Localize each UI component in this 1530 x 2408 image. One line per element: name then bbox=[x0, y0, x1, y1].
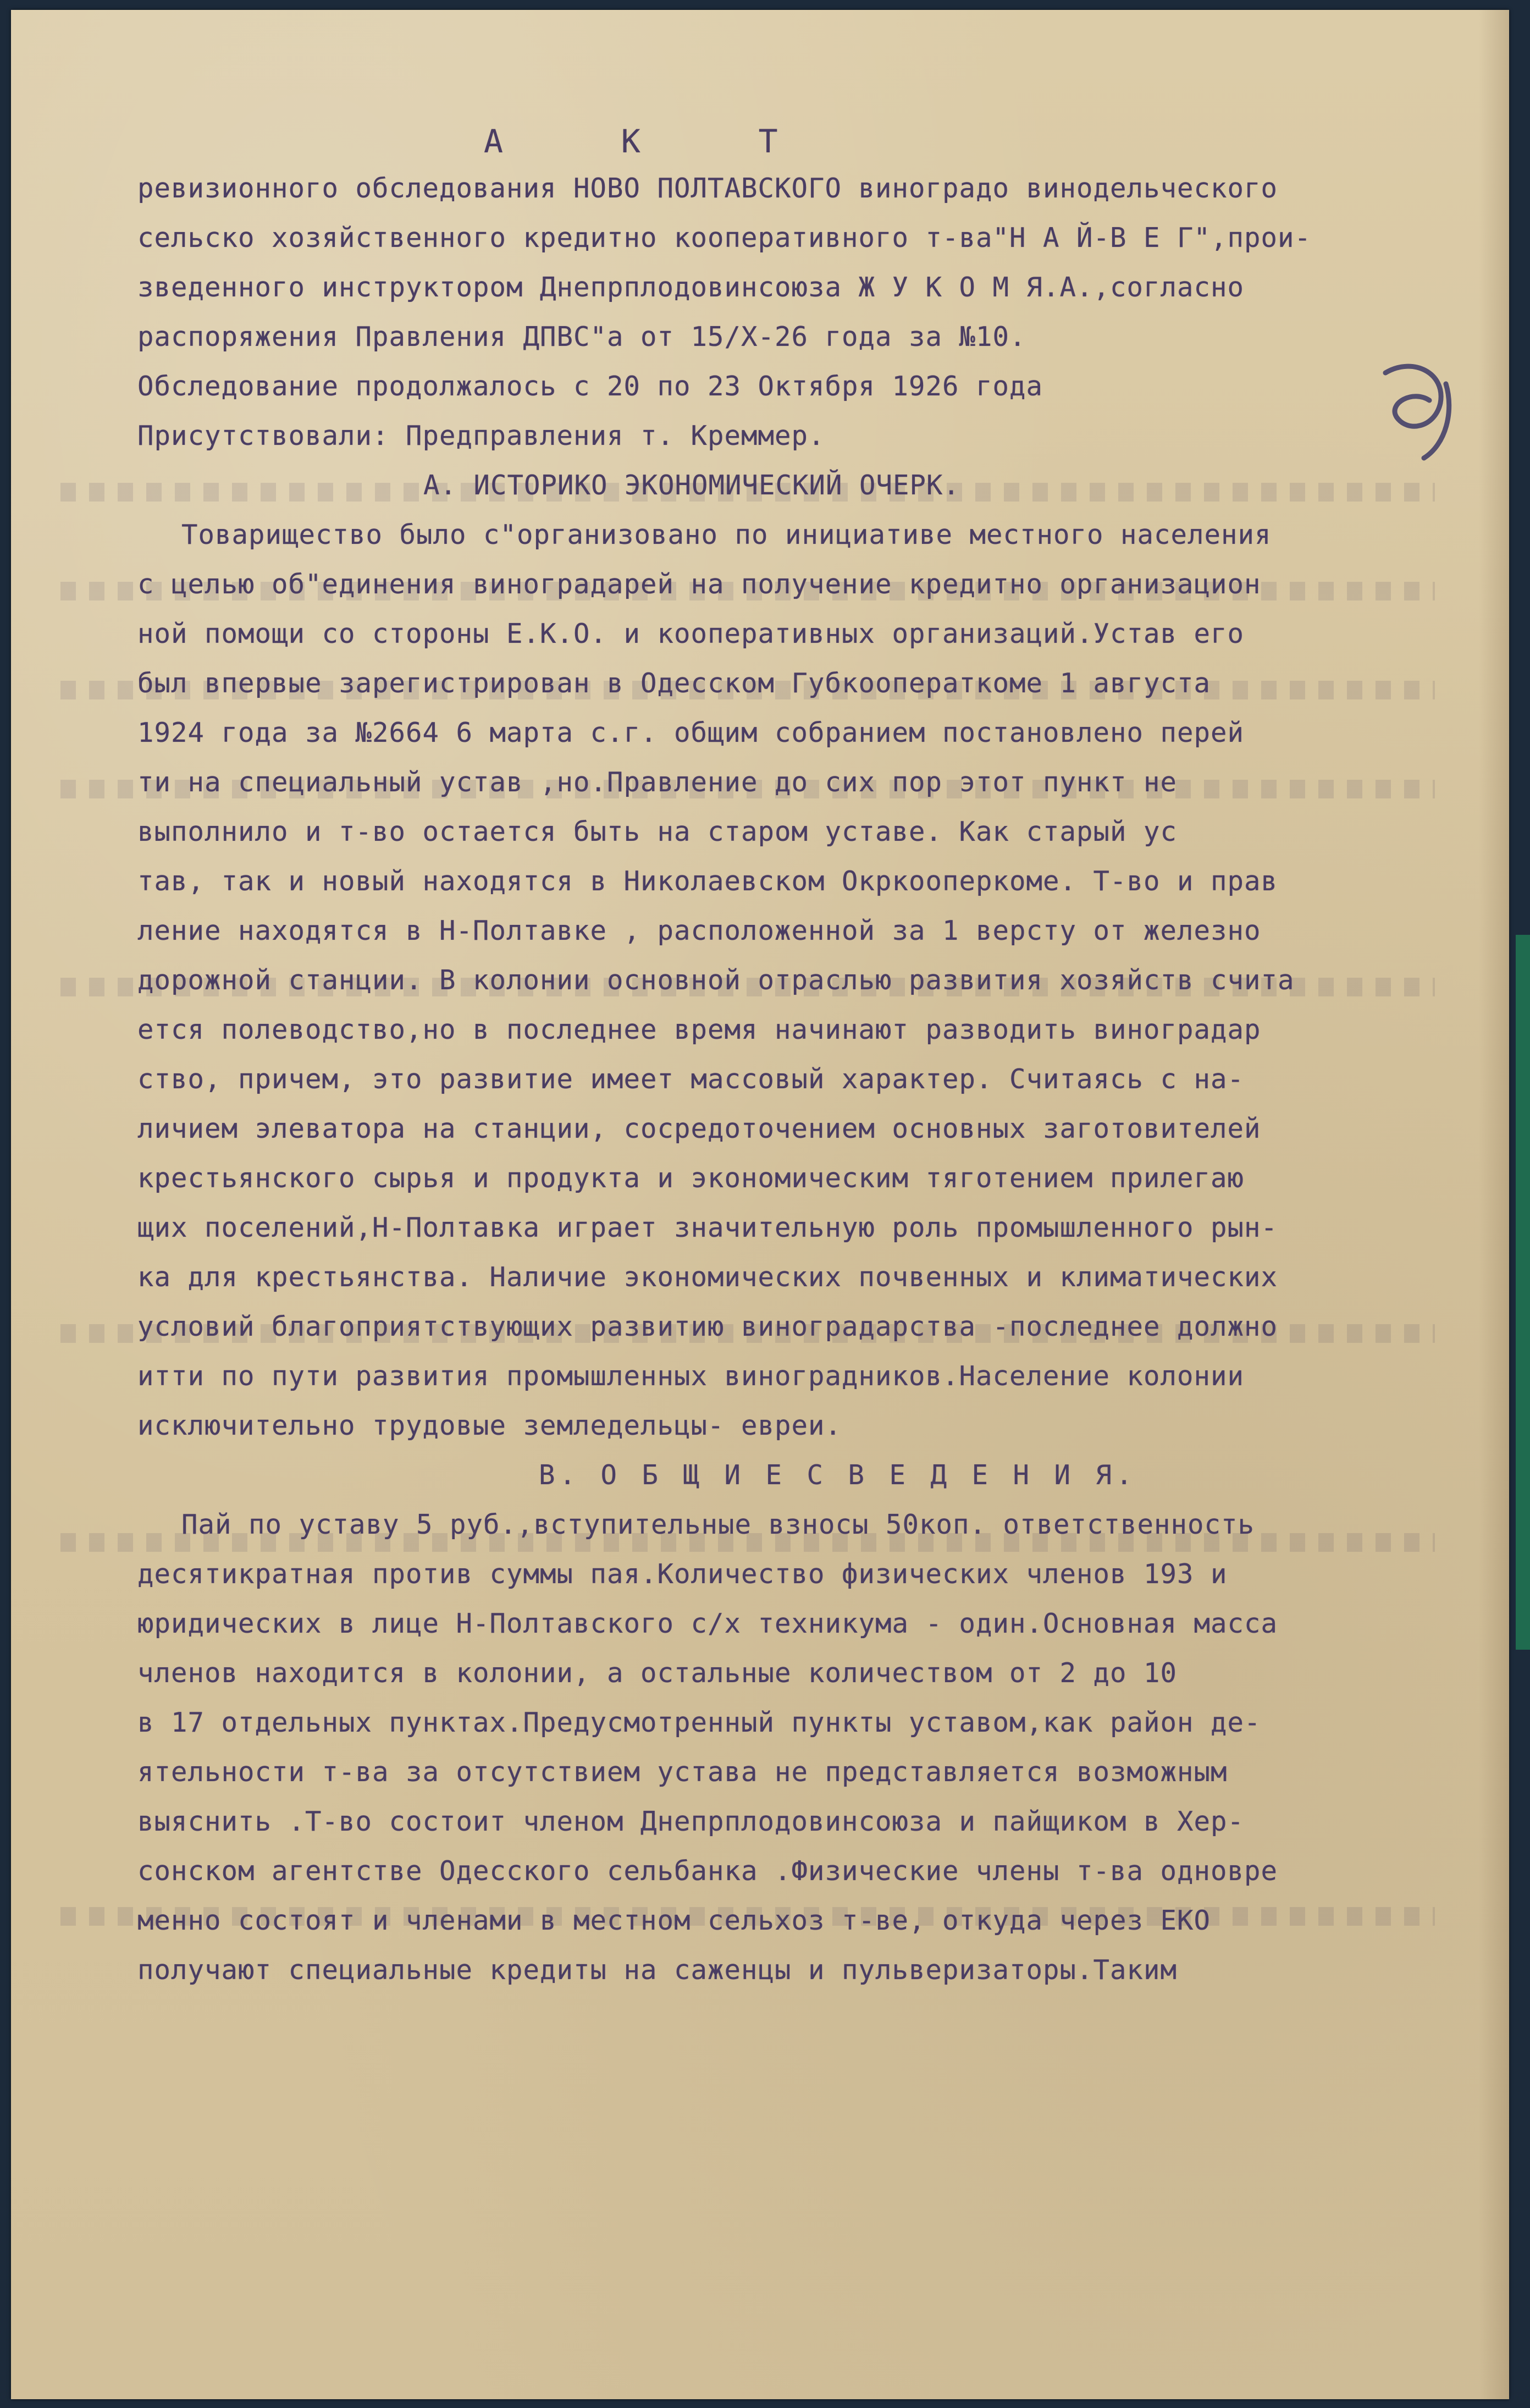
body-line: был впервые зарегистрирован в Одесском Губкооператкоме 1 августа bbox=[137, 668, 1211, 699]
body-line: ление находятся в Н-Полтавке , расположенной за 1 версту от железно bbox=[137, 915, 1261, 946]
document-body bbox=[137, 114, 1435, 1995]
body-line: тав, так и новый находятся в Николаевском Окркооперкоме. Т-во и прав bbox=[137, 866, 1278, 897]
body-line: итти по пути развития промышленных виноградников.Население колонии bbox=[137, 1360, 1245, 1392]
body-line: распоряжения Правления ДПВС"а от 15/Х-26 года за №10. bbox=[137, 321, 1026, 352]
body-line: Товарищество было с"организовано по инициативе местного населения bbox=[181, 519, 1272, 550]
body-line: Обследование продолжалось с 20 по 23 Октября 1926 года bbox=[137, 371, 1043, 402]
body-line: ти на специальный устав ,но.Правление до сих пор этот пункт не bbox=[137, 767, 1178, 798]
body-line: юридических в лице Н-Полтавского с/х техникума - один.Основная масса bbox=[137, 1608, 1278, 1639]
body-line: крестьянского сырья и продукта и экономическим тяготением прилегаю bbox=[137, 1162, 1245, 1194]
body-line: ятельности т-ва за отсутствием устава не представляется возможным bbox=[137, 1756, 1228, 1788]
body-line: условий благоприятствующих развитию виноградарства -последнее должно bbox=[137, 1311, 1278, 1342]
body-line: сельско хозяйственного кредитно кооперативного т-ва"Н А Й-В Е Г",прои- bbox=[137, 222, 1312, 254]
body-line: ка для крестьянства. Наличие экономических почвенных и климатических bbox=[137, 1261, 1278, 1293]
document-sheet bbox=[11, 10, 1509, 2399]
scanner-backdrop-stripe bbox=[1516, 935, 1530, 1650]
body-line: с целью об"единения виноградарей на получение кредитно организацион bbox=[137, 569, 1261, 600]
body-line: менно состоят и членами в местном сельхоз т-ве, откуда через ЕКО bbox=[137, 1905, 1211, 1936]
body-line: Пай по уставу 5 руб.,вступительные взносы 50коп. ответственность bbox=[181, 1509, 1255, 1540]
body-line: выполнило и т-во остается быть на старом уставе. Как старый ус bbox=[137, 816, 1178, 847]
document-title: А К Т bbox=[484, 123, 827, 160]
body-line: исключительно трудовые земледельцы- евреи. bbox=[137, 1410, 842, 1441]
body-line: Присутствовали: Предправления т. Креммер. bbox=[137, 420, 825, 451]
body-line: членов находится в колонии, а остальные количеством от 2 до 10 bbox=[137, 1657, 1178, 1689]
section-heading-a: А. ИСТОРИКО ЭКОНОМИЧЕСКИЙ ОЧЕРК. bbox=[423, 470, 960, 501]
body-line: личием элеватора на станции, сосредоточением основных заготовителей bbox=[137, 1113, 1261, 1144]
body-line: десятикратная против суммы пая.Количество физических членов 193 и bbox=[137, 1558, 1228, 1590]
body-line: ной помощи со стороны Е.К.О. и кооперативных организаций.Устав его bbox=[137, 618, 1245, 649]
body-line: в 17 отдельных пунктах.Предусмотренный пункты уставом,как район де- bbox=[137, 1707, 1261, 1738]
body-line: сонском агентстве Одесского сельбанка .Физические члены т-ва одновре bbox=[137, 1855, 1278, 1887]
body-line: получают специальные кредиты на саженцы и пульверизаторы.Таким bbox=[137, 1954, 1178, 1986]
body-line: 1924 года за №2664 6 марта с.г. общим собранием постановлено перей bbox=[137, 717, 1245, 748]
body-line: ется полеводство,но в последнее время начинают разводить виноградар bbox=[137, 1014, 1261, 1045]
body-line: щих поселений,Н-Полтавка играет значительную роль промышленного рын- bbox=[137, 1212, 1278, 1243]
body-line: ревизионного обследования НОВО ПОЛТАВСКОГО виноградо винодельческого bbox=[137, 173, 1278, 204]
body-line: зведенного инструктором Днепрплодовинсоюза Ж У К О М Я.А.,согласно bbox=[137, 272, 1245, 303]
section-heading-b: В. О Б Щ И Е С В Е Д Е Н И Я. bbox=[539, 1459, 1137, 1491]
body-line: ство, причем, это развитие имеет массовый характер. Считаясь с на- bbox=[137, 1064, 1245, 1095]
body-line: выяснить .Т-во состоит членом Днепрплодовинсоюза и пайщиком в Хер- bbox=[137, 1806, 1245, 1837]
body-line: дорожной станции. В колонии основной отраслью развития хозяйств счита bbox=[137, 965, 1295, 996]
